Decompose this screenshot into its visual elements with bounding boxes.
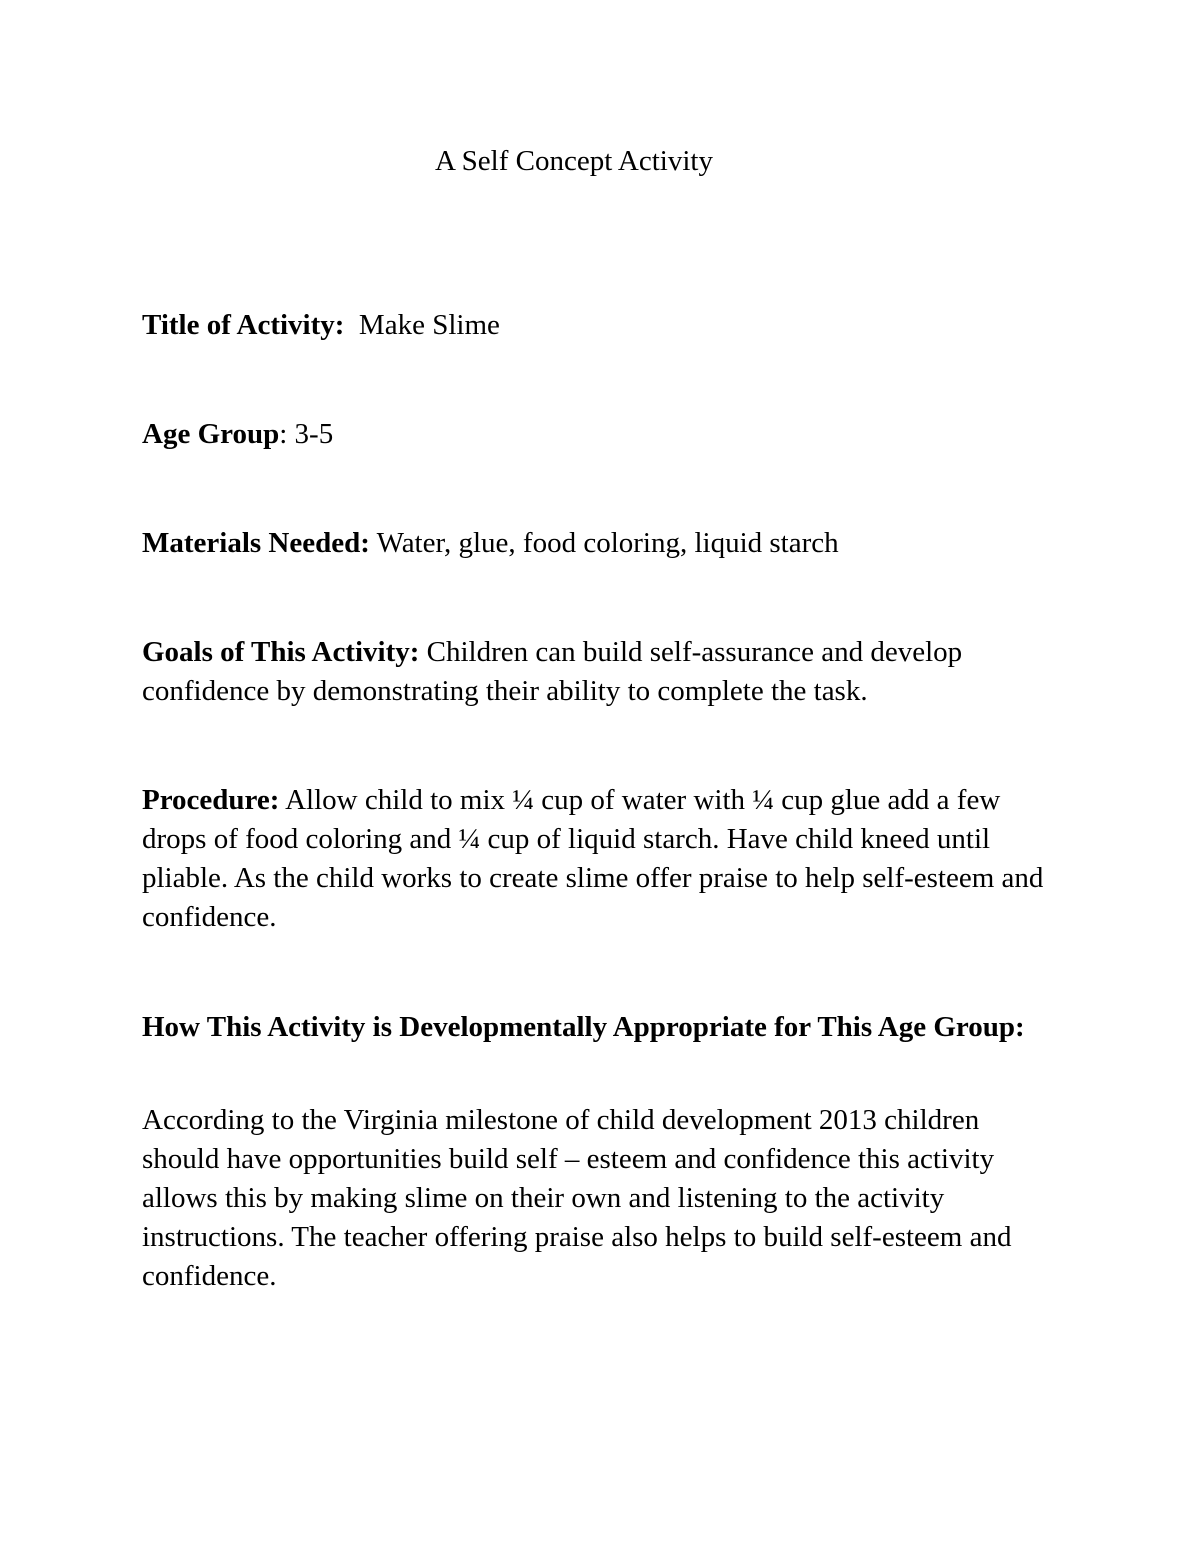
procedure-value: Allow child to mix ¼ cup of water with ¼ cup glue add a few drops of food coloring and ¼ cup of liquid starch. Have child kneed until pliable. As the child works to create slime offer praise to help self-esteem and confidence. xyxy=(142,784,1044,933)
title-of-activity-value: Make Slime xyxy=(358,309,500,341)
materials-needed-value: Water, glue, food coloring, liquid starch xyxy=(376,527,839,559)
goals-value: Children can build self-assurance and develop confidence by demonstrating their ability to complete the task. xyxy=(142,636,963,707)
age-group-value: : 3-5 xyxy=(279,418,334,450)
title-of-activity-field xyxy=(142,306,1062,345)
age-group-field xyxy=(142,415,1062,454)
procedure-label: Procedure: xyxy=(142,784,280,816)
developmental-heading: How This Activity is Developmentally Appropriate for This Age Group: xyxy=(142,1011,1025,1043)
goals-field xyxy=(142,633,1062,711)
developmental-body: According to the Virginia milestone of child development 2013 children should have opportunities build self – esteem and confidence this activity allows this by making slime on their own and listening to the activity instructions. The teacher offering praise also helps to build self-esteem and confidence. xyxy=(142,1104,1012,1292)
procedure-field xyxy=(142,781,1062,937)
title-of-activity-label: Title of Activity: xyxy=(142,309,345,341)
age-group-label: Age Group xyxy=(142,418,280,450)
materials-needed-label: Materials Needed: xyxy=(142,527,370,559)
goals-label: Goals of This Activity: xyxy=(142,636,420,668)
materials-needed-field xyxy=(142,524,1062,563)
document-title: A Self Concept Activity xyxy=(435,145,713,177)
